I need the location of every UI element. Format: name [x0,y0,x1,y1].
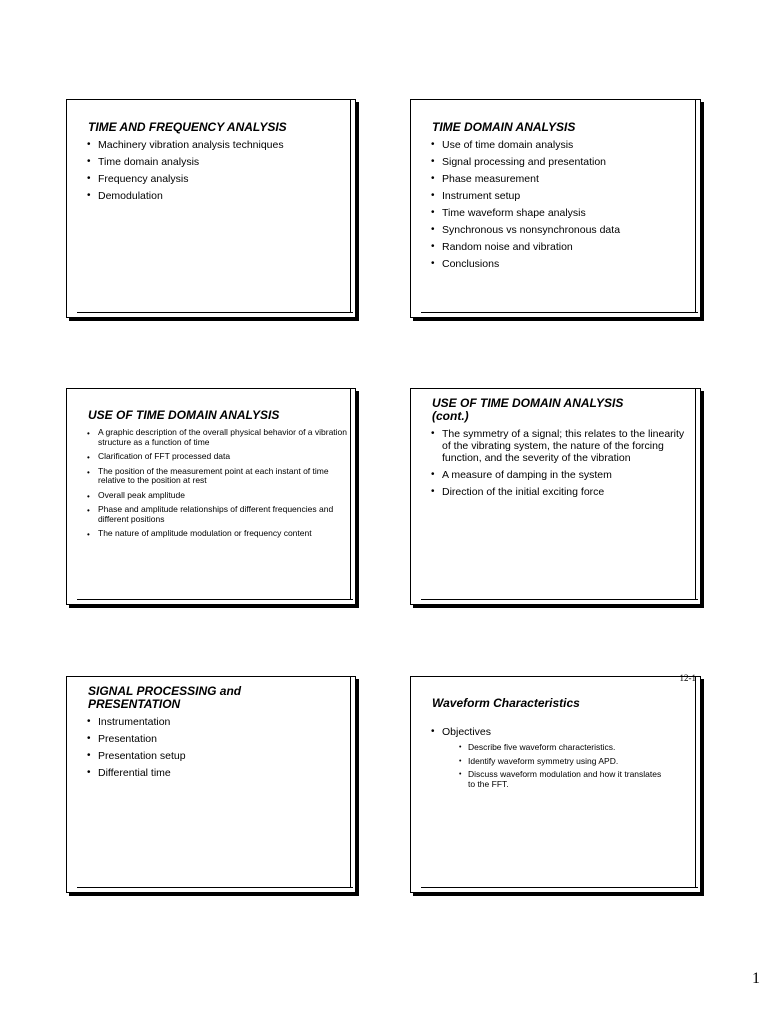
bullet-list [431,139,690,275]
bullet-item: • Time waveform shape analysis [431,207,690,219]
bullet-list [431,428,692,503]
slide-title: SIGNAL PROCESSING and PRESENTATION [88,684,242,711]
sub-bullet-item: • Discuss waveform modulation and how it translates to the FFT. [459,770,670,789]
slide-title: Waveform Characteristics [432,696,580,710]
slide-time-domain-analysis [410,99,701,318]
bullet-list [87,428,347,544]
bullet-list [431,726,690,743]
bullet-item: • Presentation [87,733,345,745]
slide-frame-rule [695,677,696,888]
bullet-item: • Phase and amplitude relationships of different frequencies and different positions [87,505,347,524]
bullet-item: • Demodulation [87,190,345,202]
bullet-item: • Instrumentation [87,716,345,728]
bullet-item: • Conclusions [431,258,690,270]
bullet-item: • Synchronous vs nonsynchronous data [431,224,690,236]
bullet-item: • Signal processing and presentation [431,156,690,168]
bullet-list [87,716,345,784]
slide-time-and-frequency-analysis [66,99,356,318]
slide-frame-rule [421,887,698,888]
bullet-item: • Overall peak amplitude [87,491,347,501]
bullet-item: • Clarification of FFT processed data [87,452,347,462]
bullet-item: • Frequency analysis [87,173,345,185]
slide-title: USE OF TIME DOMAIN ANALYSIS (cont.) [432,396,624,423]
sub-bullet-item: • Identify waveform symmetry using APD. [459,757,670,767]
slide-title: USE OF TIME DOMAIN ANALYSIS [88,408,280,422]
bullet-item: • Use of time domain analysis [431,139,690,151]
slide-frame-rule [350,100,351,313]
page-number: 1 [752,970,760,987]
bullet-item: • Objectives [431,726,690,738]
slide-signal-processing-and-presentation [66,676,356,893]
bullet-item: • The nature of amplitude modulation or frequency content [87,529,347,539]
bullet-item: • Presentation setup [87,750,345,762]
slide-title: TIME AND FREQUENCY ANALYSIS [88,120,287,134]
slide-frame-rule [77,312,353,313]
bullet-list [87,139,345,207]
bullet-item: • Phase measurement [431,173,690,185]
slide-use-of-time-domain-analysis [66,388,356,605]
bullet-item: • Instrument setup [431,190,690,202]
slide-frame-rule [350,389,351,600]
slide-frame-rule [421,599,698,600]
sub-bullet-item: • Describe five waveform characteristics. [459,743,670,753]
slide-frame-rule [77,599,353,600]
bullet-item: • Differential time [87,767,345,779]
slide-frame-rule [421,312,698,313]
slide-frame-rule [350,677,351,888]
slide-frame-rule [695,389,696,600]
bullet-item: • A measure of damping in the system [431,469,692,481]
bullet-item: • Time domain analysis [87,156,345,168]
slide-title: TIME DOMAIN ANALYSIS [432,120,576,134]
slide-frame-rule [77,887,353,888]
bullet-item: • Direction of the initial exciting force [431,486,692,498]
sub-bullet-list [459,743,670,793]
bullet-item: • The position of the measurement point at each instant of time relative to the position at rest [87,467,347,486]
slide-frame-rule [695,100,696,313]
bullet-item: • The symmetry of a signal; this relates to the linearity of the vibrating system, the nature of the forcing function, and the severity of the vibration [431,428,692,464]
bullet-item: • Random noise and vibration [431,241,690,253]
slide-use-of-time-domain-analysis-cont [410,388,701,605]
bullet-item: • Machinery vibration analysis techniques [87,139,345,151]
bullet-item: • A graphic description of the overall physical behavior of a vibration structure as a function of time [87,428,347,447]
slide-waveform-characteristics [410,673,701,893]
slide-number: 12-1 [679,673,696,683]
